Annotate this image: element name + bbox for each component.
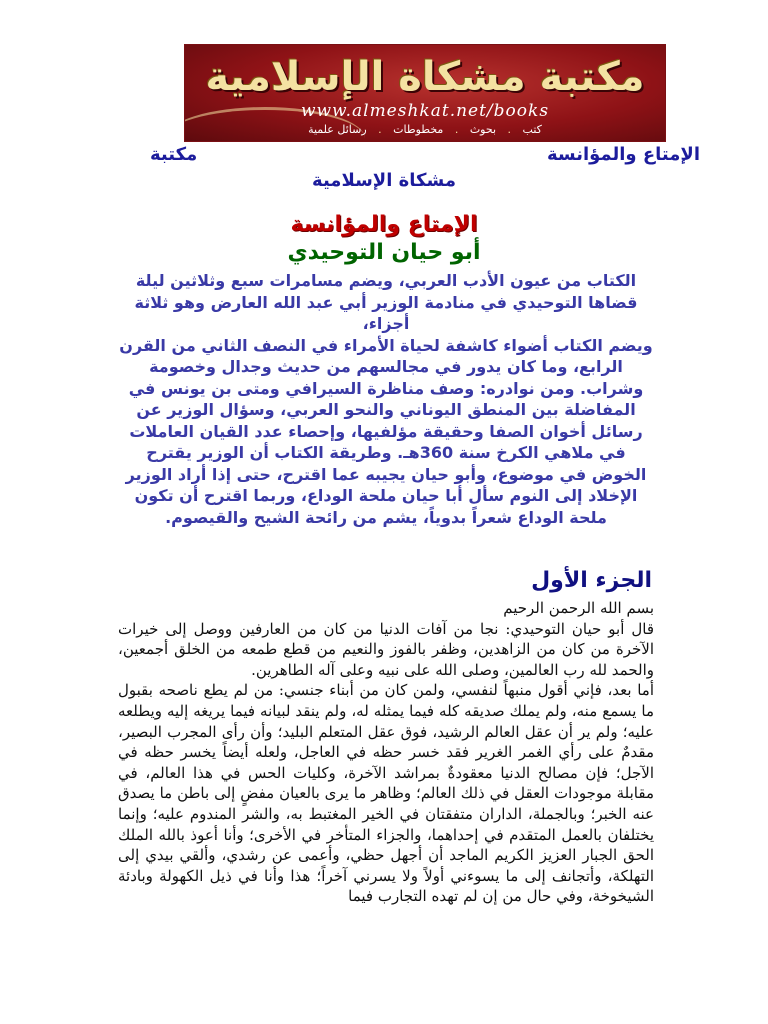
- header-book-name: الإمتاع والمؤانسة: [546, 144, 700, 165]
- body-paragraph: أما بعد، فإني أقول منبهاً لنفسي، ولمن كان من أبناء جنسي: من لم يطع ناصحه بقبول ما يسمع منه، ولم يملك صديقه كله فيما يمثله له، ولم ينقد لبيانه فيما يريغه إليه ويطلعه عليه؛ ولم ير أن عقل العالم الرشيد، فوق عقل المتعلم البليد؛ وأن رأى المجرب البصير، مقدمٌ على رأي الغمر الغرير فقد خسر حظه في العاجل، ولعله أيضاً يخسر حظه في الآجل؛ فإن مصالح الدنيا معقودةٌ بمراشد الآخرة، وكليات الحس في هذا العالم، في مقابلة موجودات العقل في ذلك العالم؛ وظاهر ما يرى بالعيان مفضٍ إلى باطن ما يصدق عنه الخبر؛ وبالجملة، الداران متفقتان في الخير المغتبط به، والشر المندوم عليه؛ وإنما يختلفان بالعمل المتقدم في إحداهما، والجزاء المتأخر في الأخرى؛ وأنا أعوذ بالله الملك الحق الجبار العزيز الكريم الماجد أن أجهل حظي، وأعمى عن رشدي، وألقي بيدي إلى التهلكة، وأتجانف إلى ما يسوءني أولاً ولا يسرني آخراً؛ هذا وأنا في ذيل الكهولة وبادئة الشيخوخة، وفي حال من إن لم تهده التجارب فيما: [118, 681, 654, 906]
- banner-link-books[interactable]: كتب: [522, 123, 542, 136]
- body-text: [118, 598, 654, 907]
- header-row: [140, 144, 700, 170]
- author-name: أبو حيان التوحيدي: [287, 240, 481, 265]
- body-paragraph: قال أبو حيان التوحيدي: نجا من آفات الدنيا من كان من العارفين ووصل إلى خيرات الآخرة من كان من الزاهدين، وظفر بالفوز والنعيم من قطع طمعه من الخلق أجمعين، والحمد لله رب العالمين، وصلى الله على نبيه وعلى آله الطاهرين.: [118, 619, 654, 679]
- banner-link-research[interactable]: بحوث: [469, 123, 497, 136]
- banner-separator: .: [378, 123, 382, 136]
- banner-title: مكتبة مشكاة الإسلامية: [205, 54, 645, 100]
- banner-url[interactable]: www.almeshkat.net/books: [300, 101, 550, 121]
- basmala: بسم الله الرحمن الرحيم: [503, 599, 654, 617]
- banner-link-theses[interactable]: رسائل علمية: [308, 123, 367, 136]
- intro-paragraph: الكتاب من عيون الأدب العربي، ويضم مسامرات سبع وثلاثين ليلة قضاها التوحيدي في منادمة الوزير أبي عبد الله العارض وهو ثلاثة أجزاء،: [134, 271, 638, 333]
- book-introduction: [118, 270, 654, 528]
- banner-separator: .: [507, 123, 512, 136]
- book-title: الإمتاع والمؤانسة: [290, 212, 478, 237]
- part-title: الجزء الأول: [531, 568, 652, 593]
- banner-separator: .: [454, 123, 459, 136]
- header-library-word: مكتبة: [150, 144, 198, 165]
- banner-link-manuscripts[interactable]: مخطوطات: [393, 123, 444, 136]
- intro-paragraph: ويضم الكتاب أضواء كاشفة لحياة الأمراء في النصف الثاني من القرن الرابع، وما كان يدور في مجالسهم من حديث وجدال وخصومة وشراب. ومن نوادره: وصف مناظرة السيرافي ومتى بن يونس في المفاضلة بين المنطق اليوناني والنحو العربي، وسؤال الوزير عن رسائل أخوان الصفا وحقيقة مؤلفيها، وإحصاء عدد القيان العاملات في ملاهي الكرخ سنة 360هـ. وطريقة الكتاب أن الوزير يقترح الخوض في موضوع، وأبو حيان يجيبه عما اقترح، حتى إذا أراد الوزير الإخلاد إلى النوم سأل أبا حيان ملحة الوداع، وربما اقترح أن تكون ملحة الوداع شعراً بدوياً، يشم من رائحة الشيح والقيصوم.: [119, 335, 653, 527]
- header-library-name: مشكاة الإسلامية: [312, 170, 456, 191]
- banner-links: [185, 123, 665, 136]
- library-banner[interactable]: [184, 44, 666, 142]
